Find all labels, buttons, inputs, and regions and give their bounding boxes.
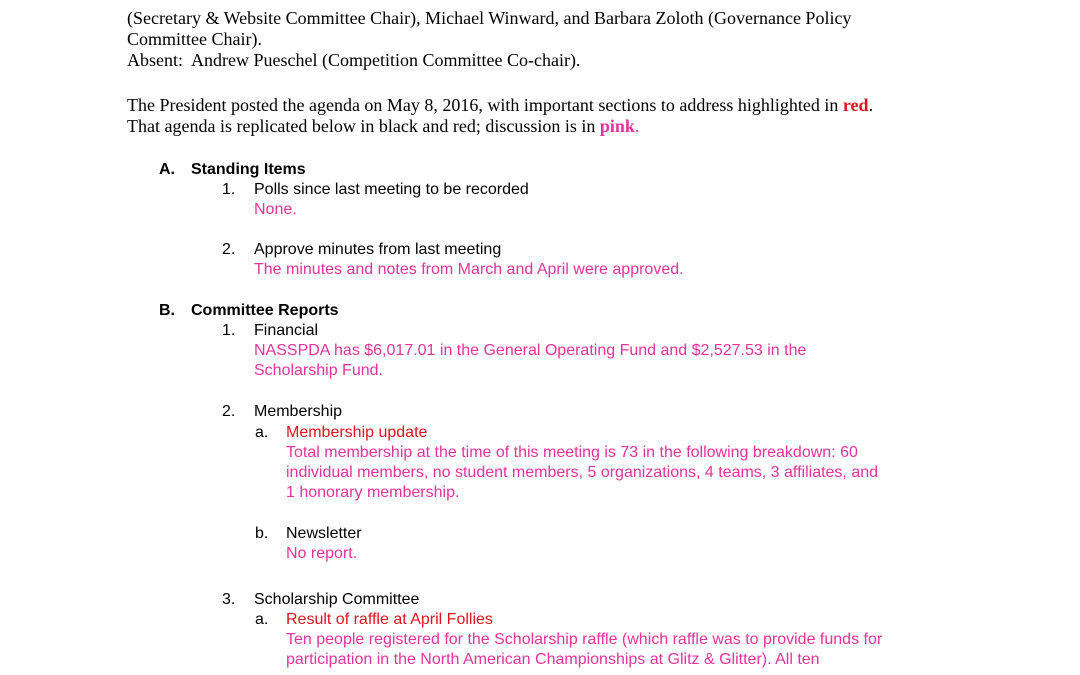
item-a1-number: 1.	[222, 181, 236, 198]
intro-text-1: The President posted the agenda on May 8, 2016, with important sections to address highlighted in	[127, 95, 839, 115]
intro-red-word: red	[842, 95, 869, 115]
item-a1-note: None.	[254, 201, 297, 218]
financial-note-line-2: Scholarship Fund.	[254, 362, 383, 379]
financial-note-line-1: NASSPDA has $6,017.01 in the General Operating Fund and $2,527.53 in the	[254, 342, 807, 359]
item-b2a-letter: a.	[255, 424, 269, 441]
attendance-line-1: (Secretary & Website Committee Chair), Michael Winward, and Barbara Zoloth (Governance Policy	[127, 8, 852, 28]
section-a-title: Standing Items	[191, 161, 306, 178]
item-b2-number: 2.	[222, 403, 236, 420]
item-a1-label: Polls since last meeting to be recorded	[254, 181, 529, 198]
intro-text-2: That agenda is replicated below in black and red; discussion is in	[127, 116, 596, 136]
item-a2-note: The minutes and notes from March and April were approved.	[254, 261, 684, 278]
intro-line-2	[127, 116, 639, 136]
membership-note-line-2: individual members, no student members, 5 organizations, 4 teams, 3 affiliates, and	[286, 464, 879, 481]
item-b1-number: 1.	[222, 322, 236, 339]
absent-value: Andrew Pueschel (Competition Committee Co-chair).	[191, 50, 581, 70]
item-b3-number: 3.	[222, 591, 236, 608]
item-b3a-letter: a.	[255, 611, 269, 628]
attendance-line-2: Committee Chair).	[127, 29, 262, 49]
membership-note-line-3: 1 honorary membership.	[286, 484, 460, 501]
item-b2b-label: Newsletter	[286, 525, 362, 542]
item-b3a-label: Result of raffle at April Follies	[286, 611, 493, 628]
newsletter-note: No report.	[286, 545, 358, 562]
item-b1-label: Financial	[254, 322, 319, 339]
intro-end-1: .	[868, 95, 874, 115]
intro-pink-word: pink	[599, 116, 635, 136]
section-a-letter: A.	[159, 161, 175, 178]
item-b2a-label: Membership update	[286, 424, 428, 441]
item-b2-label: Membership	[254, 403, 343, 420]
item-a2-number: 2.	[222, 241, 236, 258]
absent-label: Absent:	[127, 50, 183, 70]
scholarship-note-line-1: Ten people registered for the Scholarship raffle (which raffle was to provide funds for	[286, 631, 883, 648]
scholarship-note-line-2: participation in the North American Championships at Glitz & Glitter). All ten	[286, 651, 820, 668]
membership-note-line-1: Total membership at the time of this meeting is 73 in the following breakdown: 60	[286, 444, 858, 461]
item-b2b-letter: b.	[255, 525, 269, 542]
intro-line-1	[127, 95, 873, 115]
item-a2-label: Approve minutes from last meeting	[254, 241, 502, 258]
intro-end-2: .	[634, 116, 640, 136]
item-b3-label: Scholarship Committee	[254, 591, 420, 608]
absent-line	[127, 50, 580, 70]
section-b-title: Committee Reports	[191, 302, 339, 319]
section-b-letter: B.	[159, 302, 175, 319]
